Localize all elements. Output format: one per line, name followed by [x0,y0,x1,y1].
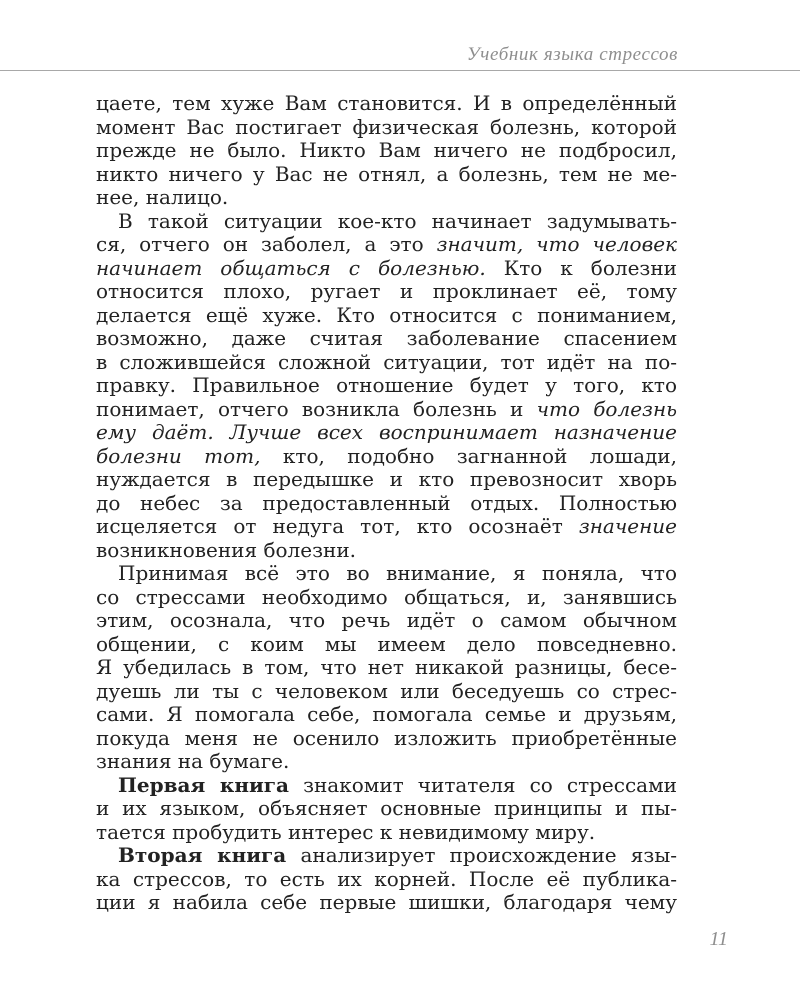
text-line: никто ничего у Вас не отнял, а болезнь, тем не ме- [96,161,677,186]
text-line: знания на бумаге. [96,749,290,773]
text-line: Вторая книга анализирует происхождение язы- [118,843,678,867]
text-line: ка стрессов, то есть их корней. После её публика- [96,866,677,891]
text-line: сами. Я помогала себе, помогала семье и друзьям, [96,702,677,726]
text-line: тается пробудить интерес к невидимому миру. [96,819,596,844]
text-line: возникновения болезни. [96,537,357,562]
text-line: Принимая всё это во внимание, я поняла, что [118,561,677,585]
text-line: цаете, тем хуже Вам становится. И в определённый [96,91,677,115]
text-line: в сложившейся сложной ситуации, тот идёт на по- [96,349,677,374]
text-line: относится плохо, ругает и проклинает её, тому [96,279,677,303]
text-line: дуешь ли ты с человеком или беседуешь со стрес- [96,678,677,703]
text-line: покуда меня не осенило изложить приобретённые [96,725,677,750]
text-line: ему даёт. Лучше всех воспринимает назначение [96,420,677,444]
text-line: Я убедилась в том, что нет никакой разницы, бесе- [96,655,677,679]
text-line: болезни тот, кто, подобно загнанной лошади, [96,443,677,468]
text-line: ся, отчего он заболел, а это значит, что человек [96,232,677,256]
body-text [96,92,677,915]
text-line: момент Вас постигает физическая болезнь, которой [96,114,677,139]
text-line: со стрессами необходимо общаться, и, занявшись [96,584,677,609]
running-head-title: Учебник языка стрессов [466,44,678,65]
text-line: и их языком, объясняет основные принципы и пы- [96,796,677,820]
text-line: общении, с коим мы имеем дело повседневно. [96,631,677,656]
text-line: нее, налицо. [96,185,229,209]
text-line: В такой ситуации кое-кто начинает задумывать- [118,208,677,233]
text-line: ции я набила себе первые шишки, благодаря чему [96,890,677,914]
text-line: до небес за предоставленный отдых. Полностью [96,490,677,515]
text-line: нуждается в передышке и кто превозносит хворь [96,467,677,491]
text-line: делается ещё хуже. Кто относится с пониманием, [96,302,677,327]
page-number: 11 [709,928,728,950]
text-line: исцеляется от недуга тот, кто осознаёт значение [96,514,677,538]
text-line: прежде не было. Никто Вам ничего не подбросил, [96,138,677,162]
text-line: понимает, отчего возникла болезнь и что болезнь [96,396,678,421]
text-line: Первая книга знакомит читателя со стрессами [118,772,677,797]
text-line: этим, осознала, что речь идёт о самом обычном [96,608,677,632]
text-line: возможно, даже считая заболевание спасением [96,326,677,350]
header-rule [0,70,800,71]
text-line: правку. Правильное отношение будет у того, кто [96,373,677,397]
text-line: начинает общаться с болезнью. Кто к болезни [96,255,677,280]
